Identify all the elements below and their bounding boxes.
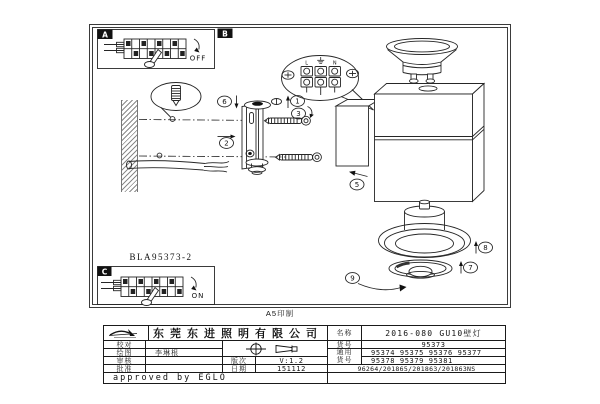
check-label: 校对	[104, 341, 146, 349]
cap-part-icon	[272, 99, 282, 105]
section-b-label: B	[222, 29, 228, 39]
terminal-strip-icon	[104, 39, 200, 68]
callout-3	[292, 108, 306, 119]
draw-value: 李琳根	[146, 349, 223, 357]
empty-cell	[328, 373, 505, 383]
trim-ring	[379, 200, 471, 257]
projection-symbol-icon	[240, 342, 310, 356]
callout-1	[291, 96, 305, 107]
arrow-down-icon	[235, 96, 239, 109]
callout-2	[220, 138, 234, 149]
on-label: ON	[191, 292, 205, 300]
company-name: 东莞东进照明有限公司	[149, 326, 328, 341]
name-label: 名称	[328, 326, 362, 341]
screw-icon	[276, 153, 322, 162]
logo-icon	[106, 327, 146, 340]
svg-text:6: 6	[222, 98, 227, 107]
print-note: A5印制	[265, 309, 295, 318]
date-value: 151112	[256, 365, 328, 373]
svg-text:3: 3	[296, 110, 301, 119]
lamp-body	[375, 84, 485, 202]
date-label: 日期	[223, 365, 256, 373]
name-value: 2016-080 GU10壁灯	[362, 326, 505, 341]
arrow-left-icon	[349, 171, 368, 177]
title-block	[103, 325, 506, 384]
svg-text:9: 9	[350, 274, 355, 283]
arrow-up-icon	[459, 261, 463, 274]
terminal-neutral-label: N	[332, 60, 337, 67]
common-item-label	[328, 349, 362, 365]
section-a-box	[98, 30, 215, 69]
common-item-label-line1: 通用	[336, 349, 353, 356]
version-label: 版次	[223, 357, 256, 365]
section-b-tag	[218, 29, 233, 39]
common-values-row3: 96264/201865/201863/201863NS	[328, 365, 505, 373]
projection-symbol-cell	[223, 341, 328, 357]
section-c-label: C	[101, 267, 108, 277]
review-label: 审核	[104, 357, 146, 365]
draw-label: 绘图	[104, 349, 146, 357]
section-a-label: A	[102, 30, 108, 40]
approved-note: approved by EGLO	[104, 373, 328, 383]
svg-text:2: 2	[224, 139, 229, 148]
version-value: V:1.2	[256, 357, 328, 365]
common-item-label-line2: 货号	[336, 356, 353, 364]
check-value	[146, 341, 223, 349]
review-value	[146, 357, 223, 365]
svg-text:7: 7	[468, 264, 473, 273]
svg-text:5: 5	[354, 181, 360, 190]
terminal-live-label: L	[305, 60, 309, 67]
gu10-bulb	[387, 39, 458, 84]
arrow-up-icon	[286, 96, 290, 109]
model-code: BLA95373-2	[129, 252, 193, 262]
callout-8	[479, 242, 493, 253]
glass-diffuser	[389, 260, 452, 278]
svg-text:1: 1	[295, 97, 300, 106]
mounting-bracket	[242, 101, 271, 174]
terminal-strip-icon	[101, 277, 197, 306]
item-value: 95373	[362, 341, 505, 349]
section-c-box	[98, 267, 215, 306]
mains-cable	[127, 161, 230, 172]
callout-5	[350, 179, 364, 190]
arrow-up-icon	[474, 241, 478, 254]
company-logo	[104, 326, 149, 341]
approve-value	[146, 365, 223, 373]
curved-arrow-icon	[308, 107, 314, 119]
callout-7	[464, 262, 478, 273]
common-values-row1: 95374 95375 95376 95377	[362, 349, 505, 357]
approve-label: 批准	[104, 365, 146, 373]
off-label: OFF	[189, 54, 207, 63]
svg-text:8: 8	[483, 244, 488, 253]
callout-6	[218, 96, 232, 107]
common-values-row2: 95378 95379 95381	[362, 357, 505, 365]
item-label: 货号	[328, 341, 362, 349]
callout-9	[346, 273, 360, 284]
curved-arrow-icon	[358, 284, 407, 292]
